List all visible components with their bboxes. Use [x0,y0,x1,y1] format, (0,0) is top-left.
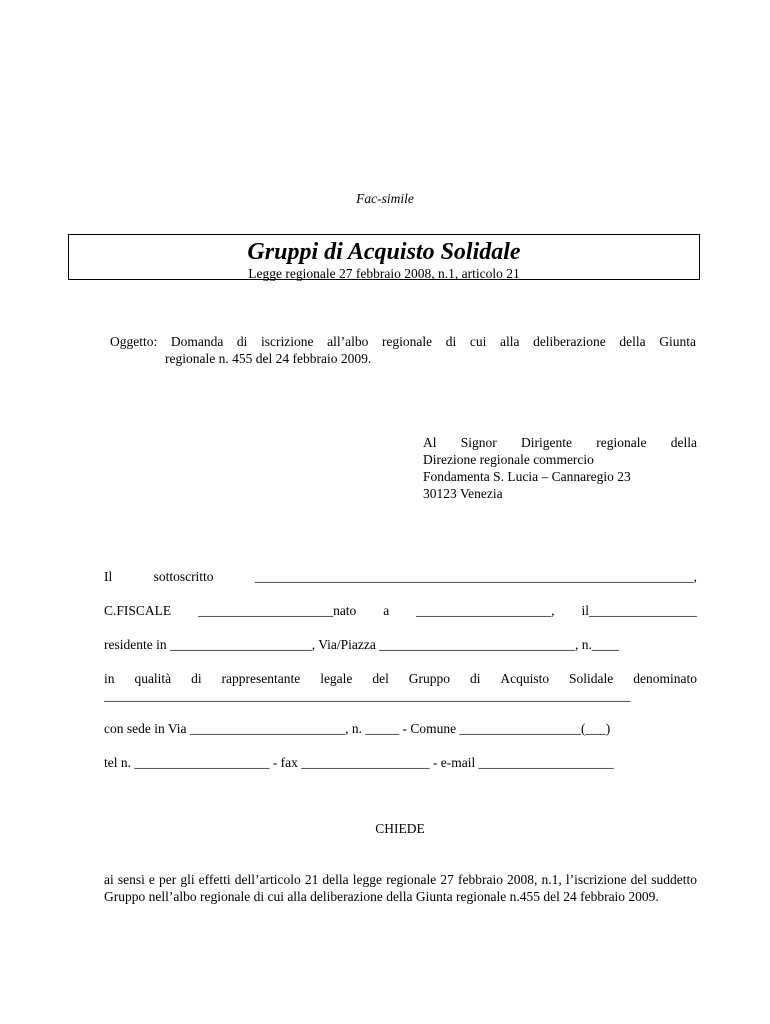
form-text: di [469,671,481,686]
facsimile-label: Fac-simile [356,191,414,206]
form-text: a [383,603,390,618]
form-text: Solidale [569,671,614,686]
oggetto-line-2: regionale n. 455 del 24 febbraio 2009. [165,351,372,366]
chiede-heading: CHIEDE [375,821,425,836]
fiscal-code-field[interactable]: ____________________nato [198,603,357,618]
oggetto-word: della [619,334,646,349]
form-row-fiscale [104,602,697,619]
form-text: sottoscritto [153,569,214,584]
address-word: Dirigente [521,435,572,450]
title-box [68,234,700,280]
oggetto-word: cui [469,334,487,349]
oggetto-word: alla [499,334,520,349]
group-name-field[interactable]: ______________________________________________________________________________ [104,688,631,703]
oggetto-word: di [445,334,457,349]
address-line-3: Fondamenta S. Lucia – Cannaregio 23 [423,469,631,484]
oggetto-line-1 [110,333,696,350]
form-text: legale [320,671,353,686]
form-text: del [372,671,389,686]
address-word: Al [423,435,437,450]
form-text: qualità [134,671,172,686]
contacts-field[interactable]: tel n. ____________________ - fax ___________________ - e-mail ____________________ [104,755,614,770]
address-word: Signor [460,435,497,450]
form-text: di [191,671,202,686]
rappresentante-words [104,670,697,687]
name-field[interactable]: _________________________________________________________________, [254,569,697,584]
oggetto-word: all’albo [327,334,369,349]
oggetto-section [110,333,696,367]
oggetto-word: regionale [381,334,433,349]
oggetto-word: Giunta [659,334,696,349]
residence-field[interactable]: residente in _____________________, Via/Piazza _____________________________, n.____ [104,637,619,652]
address-word: della [670,435,697,450]
form-row-rappresentante [104,670,697,704]
headquarters-field[interactable]: con sede in Via _______________________, n. _____ - Comune __________________(___) [104,721,611,736]
form-text: Acquisto [500,671,550,686]
form-text: C.FISCALE [104,603,172,618]
address-line-2: Direzione regionale commercio [423,452,594,467]
oggetto-word: iscrizione [261,334,314,349]
oggetto-word: di [236,334,248,349]
document-title: Gruppi di Acquisto Solidale [247,239,521,265]
form-text: rappresentante [221,671,301,686]
request-paragraph: ai sensi e per gli effetti dell’articolo 21 della legge regionale 27 febbraio 2008, n.1, l’iscrizione del suddetto Gruppo nell’albo regionale di cui alla deliberazione della Giunta regionale n.455 del 24 febbraio 2009. [104,872,697,904]
form-text: in [104,671,115,686]
form-text: denominato [633,671,697,686]
oggetto-word: Domanda [170,334,224,349]
form-row-sottoscritto [104,568,697,585]
form-text: Gruppo [408,671,451,686]
form-text: Il [104,569,113,584]
document-subtitle: Legge regionale 27 febbraio 2008, n.1, articolo 21 [248,266,520,281]
address-word: regionale [596,435,647,450]
birthplace-field[interactable]: ____________________, [416,603,555,618]
birthdate-field[interactable]: il________________ [581,603,697,618]
oggetto-word: deliberazione [533,334,606,349]
oggetto-label: Oggetto: [110,334,158,349]
recipient-address [423,434,697,502]
address-line-4: 30123 Venezia [423,486,503,501]
address-line-1 [423,434,697,451]
